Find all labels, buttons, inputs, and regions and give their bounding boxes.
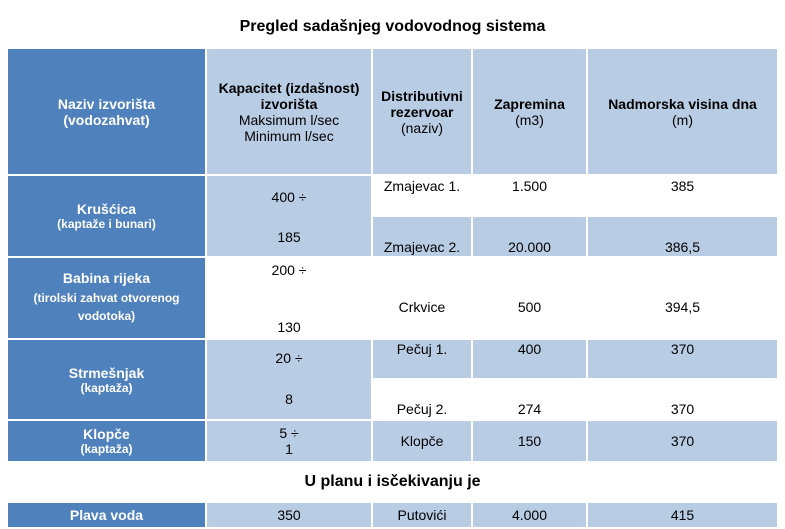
volume-klopce: 150 [473,421,586,461]
capacity-babina-rijeka: 200 ÷ 130 [207,258,371,338]
header-capacity: Kapacitet (izdašnost) izvorišta Maksimum l/sec Minimum l/sec [207,49,371,174]
height-pecuj-1: 370 [588,340,777,378]
capacity-krusica: 400 ÷ 185 [207,176,371,256]
tank-crkvice: Crkvice [373,258,471,338]
header-reservoir: Distributivni rezervoar (naziv) [373,49,471,174]
volume-crkvice: 500 [473,258,586,338]
header-elevation: Nadmorska visina dna (m) [588,49,777,174]
height-zmajevac-1: 385 [588,176,777,215]
height-zmajevac-2: 386,5 [588,217,777,256]
height-pecuj-2: 370 [588,380,777,419]
volume-putovici: 4.000 [473,503,586,527]
header-source-name: Naziv izvorišta (vodozahvat) [8,49,205,174]
volume-pecuj-1: 400 [473,340,586,378]
volume-pecuj-2: 274 [473,380,586,419]
tank-pecuj-1: Pečuj 1. [373,340,471,378]
tank-putovici: Putovići [373,503,471,527]
table-title: Pregled sadašnjeg vodovodnog sistema [239,18,546,35]
height-putovici: 415 [588,503,777,527]
source-babina-rijeka: Babina rijeka (tirolski zahvat otvorenog vodotoka) [8,258,205,338]
volume-zmajevac-2: 20.000 [473,217,586,256]
capacity-plava-voda: 350 [207,503,371,527]
source-plava-voda: Plava voda [8,503,205,527]
capacity-klopce: 5 ÷ 1 [207,421,371,461]
tank-zmajevac-1: Zmajevac 1. [373,176,471,215]
source-stremesnjak: Strmešnjak (kaptaža) [8,340,205,419]
tank-klopce: Klopče [373,421,471,461]
planned-title: U planu i isčekivanju je [304,473,481,490]
source-krusica: Krušćica (kaptaže i bunari) [8,176,205,256]
volume-zmajevac-1: 1.500 [473,176,586,215]
height-crkvice: 394,5 [588,258,777,338]
tank-zmajevac-2: Zmajevac 2. [373,217,471,256]
tank-pecuj-2: Pečuj 2. [373,380,471,419]
source-klopce: Klopče (kaptaža) [8,421,205,461]
capacity-stremesnjak: 20 ÷ 8 [207,340,371,419]
height-klopce: 370 [588,421,777,461]
header-volume: Zapremina (m3) [473,49,586,174]
